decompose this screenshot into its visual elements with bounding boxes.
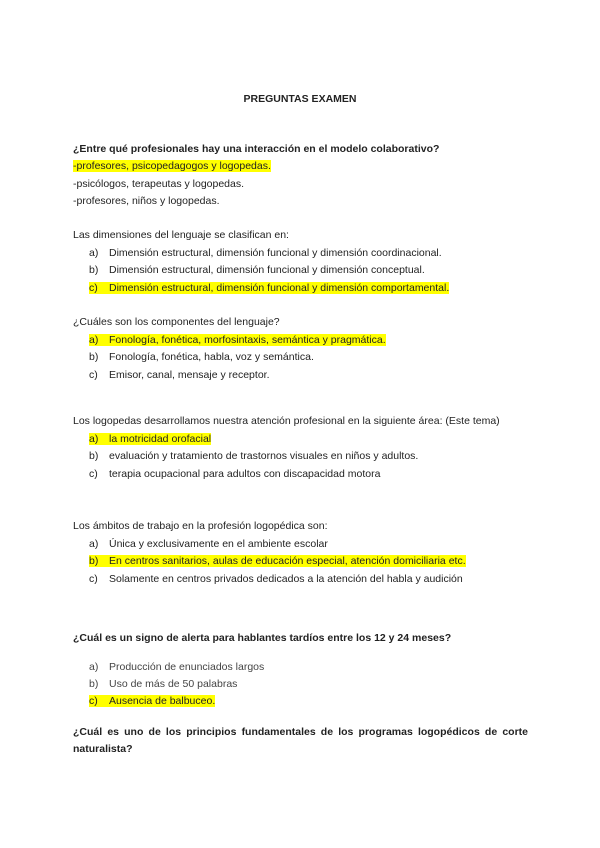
option-text: terapia ocupacional para adultos con discapacidad motora bbox=[109, 468, 381, 480]
option-3-b bbox=[89, 349, 314, 366]
option-3-a bbox=[89, 332, 386, 349]
option-6-a bbox=[89, 659, 264, 676]
option-text: Solamente en centros privados dedicados a la atención del habla y audición bbox=[109, 573, 463, 585]
option-text: evaluación y tratamiento de trastornos visuales en niños y adultos. bbox=[109, 450, 419, 462]
question-4: Los logopedas desarrollamos nuestra atención profesional en la siguiente área: (Este tema) bbox=[73, 415, 500, 427]
option-text: Producción de enunciados largos bbox=[109, 661, 265, 673]
option-4-b bbox=[89, 448, 418, 465]
answer-1-a bbox=[73, 158, 271, 175]
option-2-b bbox=[89, 262, 425, 279]
option-letter: b) bbox=[89, 678, 99, 690]
option-letter: b) bbox=[89, 264, 99, 276]
option-2-a bbox=[89, 245, 442, 262]
question-1: ¿Entre qué profesionales hay una interacción en el modelo colaborativo? bbox=[73, 143, 440, 155]
answer-1-c: -profesores, niños y logopedas. bbox=[73, 195, 220, 207]
option-5-c bbox=[89, 571, 463, 588]
option-letter: a) bbox=[89, 247, 99, 259]
option-text: Fonología, fonética, habla, voz y semántica. bbox=[109, 351, 314, 363]
option-text: Ausencia de balbuceo. bbox=[109, 695, 216, 707]
option-2-c bbox=[89, 280, 449, 297]
option-4-c bbox=[89, 466, 380, 483]
answer-1-b: -psicólogos, terapeutas y logopedas. bbox=[73, 178, 245, 190]
question-3: ¿Cuáles son los componentes del lenguaje? bbox=[73, 316, 280, 328]
option-text: En centros sanitarios, aulas de educación especial, atención domiciliaria etc. bbox=[109, 555, 466, 567]
option-letter: c) bbox=[89, 695, 98, 707]
option-letter: c) bbox=[89, 573, 98, 585]
option-text: Dimensión estructural, dimensión funcional y dimensión coordinacional. bbox=[109, 247, 442, 259]
option-text: Dimensión estructural, dimensión funcional y dimensión conceptual. bbox=[109, 264, 425, 276]
question-6: ¿Cuál es un signo de alerta para hablantes tardíos entre los 12 y 24 meses? bbox=[73, 632, 452, 644]
option-text: Dimensión estructural, dimensión funcional y dimensión comportamental. bbox=[109, 282, 450, 294]
option-6-b bbox=[89, 676, 237, 693]
option-5-b bbox=[89, 553, 466, 570]
question-2: Las dimensiones del lenguaje se clasifican en: bbox=[73, 229, 289, 241]
option-6-c bbox=[89, 693, 215, 710]
option-letter: c) bbox=[89, 468, 98, 480]
page-title: PREGUNTAS EXAMEN bbox=[243, 93, 357, 105]
option-4-a bbox=[89, 431, 211, 448]
question-7: ¿Cuál es uno de los principios fundamentales de los programas logopédicos de corte naturalista? bbox=[73, 726, 528, 755]
option-text: Fonología, fonética, morfosintaxis, semántica y pragmática. bbox=[109, 334, 386, 346]
option-letter: a) bbox=[89, 661, 99, 673]
option-5-a bbox=[89, 536, 328, 553]
option-text: la motricidad orofacial bbox=[109, 433, 212, 445]
option-letter: b) bbox=[89, 351, 99, 363]
option-text: Emisor, canal, mensaje y receptor. bbox=[109, 369, 270, 381]
option-letter: b) bbox=[89, 555, 99, 567]
option-3-c bbox=[89, 367, 270, 384]
answer-text: -profesores, psicopedagogos y logopedas. bbox=[73, 160, 271, 172]
option-letter: b) bbox=[89, 450, 99, 462]
question-5: Los ámbitos de trabajo en la profesión logopédica son: bbox=[73, 520, 328, 532]
option-letter: c) bbox=[89, 369, 98, 381]
option-letter: a) bbox=[89, 433, 99, 445]
option-letter: a) bbox=[89, 334, 99, 346]
option-text: Única y exclusivamente en el ambiente escolar bbox=[109, 538, 328, 550]
option-text: Uso de más de 50 palabras bbox=[109, 678, 238, 690]
option-letter: a) bbox=[89, 538, 99, 550]
option-letter: c) bbox=[89, 282, 98, 294]
